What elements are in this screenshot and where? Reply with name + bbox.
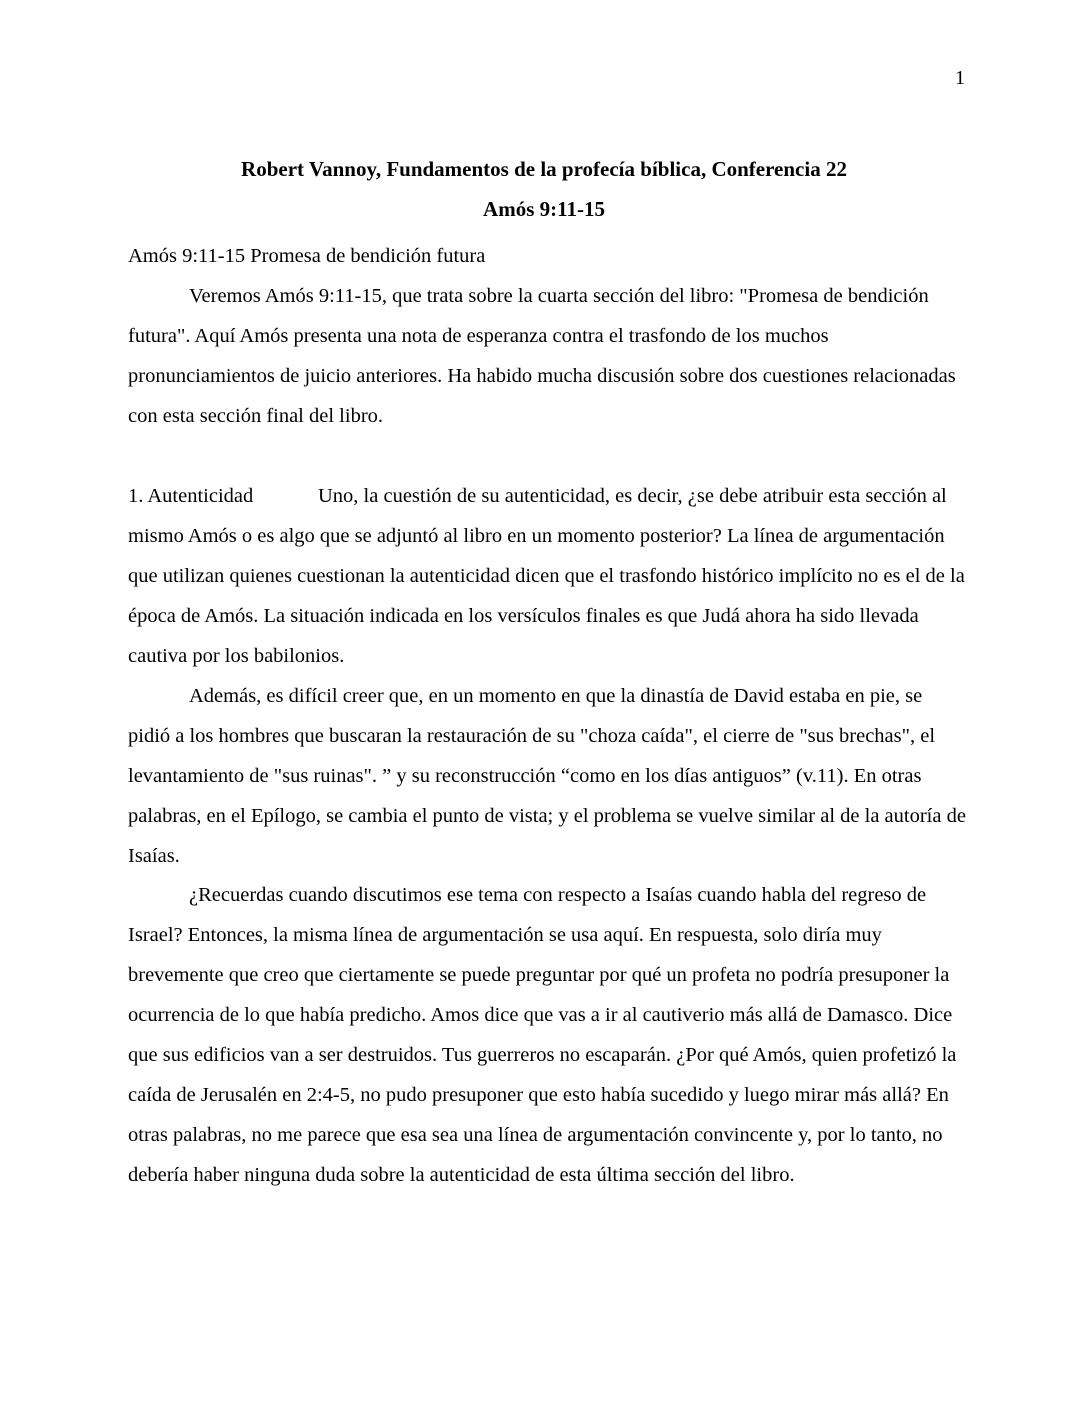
page-number: 1 bbox=[955, 67, 965, 89]
document-subtitle: Amós 9:11-15 bbox=[483, 197, 605, 221]
intro-paragraph: Veremos Amós 9:11-15, que trata sobre la cuarta sección del libro: "Promesa de bendición futura". Aquí Amós presenta una nota de esperanza contra el trasfondo de los muchos pronunciamientos de juicio anteriores. Ha habido mucha discusión sobre dos cuestiones relacionadas con esta sección final del libro. bbox=[128, 285, 956, 427]
document-title: Robert Vannoy, Fundamentos de la profecía bíblica, Conferencia 22 bbox=[241, 157, 847, 181]
section-label-authenticity: 1. Autenticidad bbox=[128, 485, 254, 507]
authenticity-paragraph bbox=[128, 476, 966, 676]
body-paragraph: Además, es difícil creer que, en un momento en que la dinastía de David estaba en pie, se pidió a los hombres que buscaran la restauración de su "choza caída", el cierre de "sus brechas", el levantamiento de "sus ruinas". ” y su reconstrucción “como en los días antiguos” (v.11). En otras palabras, en el Epílogo, se cambia el punto de vista; y el problema se vuelve similar al de la autoría de Isaías. bbox=[128, 685, 966, 867]
authenticity-text: Uno, la cuestión de su autenticidad, es decir, ¿se debe atribuir esta sección al mismo Amós o es algo que se adjuntó al libro en un momento posterior? La línea de argumentación que utilizan quienes cuestionan la autenticidad dicen que el trasfondo histórico implícito no es el de la época de Amós. La situación indicada en los versículos finales es que Judá ahora ha sido llevada cautiva por los babilonios. bbox=[128, 485, 965, 667]
section-subheading: Amós 9:11-15 Promesa de bendición futura bbox=[128, 245, 486, 267]
body-paragraph: ¿Recuerdas cuando discutimos ese tema con respecto a Isaías cuando habla del regreso de Israel? Entonces, la misma línea de argumentación se usa aquí. En respuesta, solo diría muy brevemente que creo que ciertamente se puede preguntar por qué un profeta no podría presuponer la ocurrencia de lo que había predicho. Amos dice que vas a ir al cautiverio más allá de Damasco. Dice que sus edificios van a ser destruidos. Tus guerreros no escaparán. ¿Por qué Amós, quien profetizó la caída de Jerusalén en 2:4-5, no pudo presuponer que esto había sucedido y luego mirar más allá? En otras palabras, no me parece que esa sea una línea de argumentación convincente y, por lo tanto, no debería haber ninguna duda sobre la autenticidad de esta última sección del libro. bbox=[128, 884, 957, 1186]
